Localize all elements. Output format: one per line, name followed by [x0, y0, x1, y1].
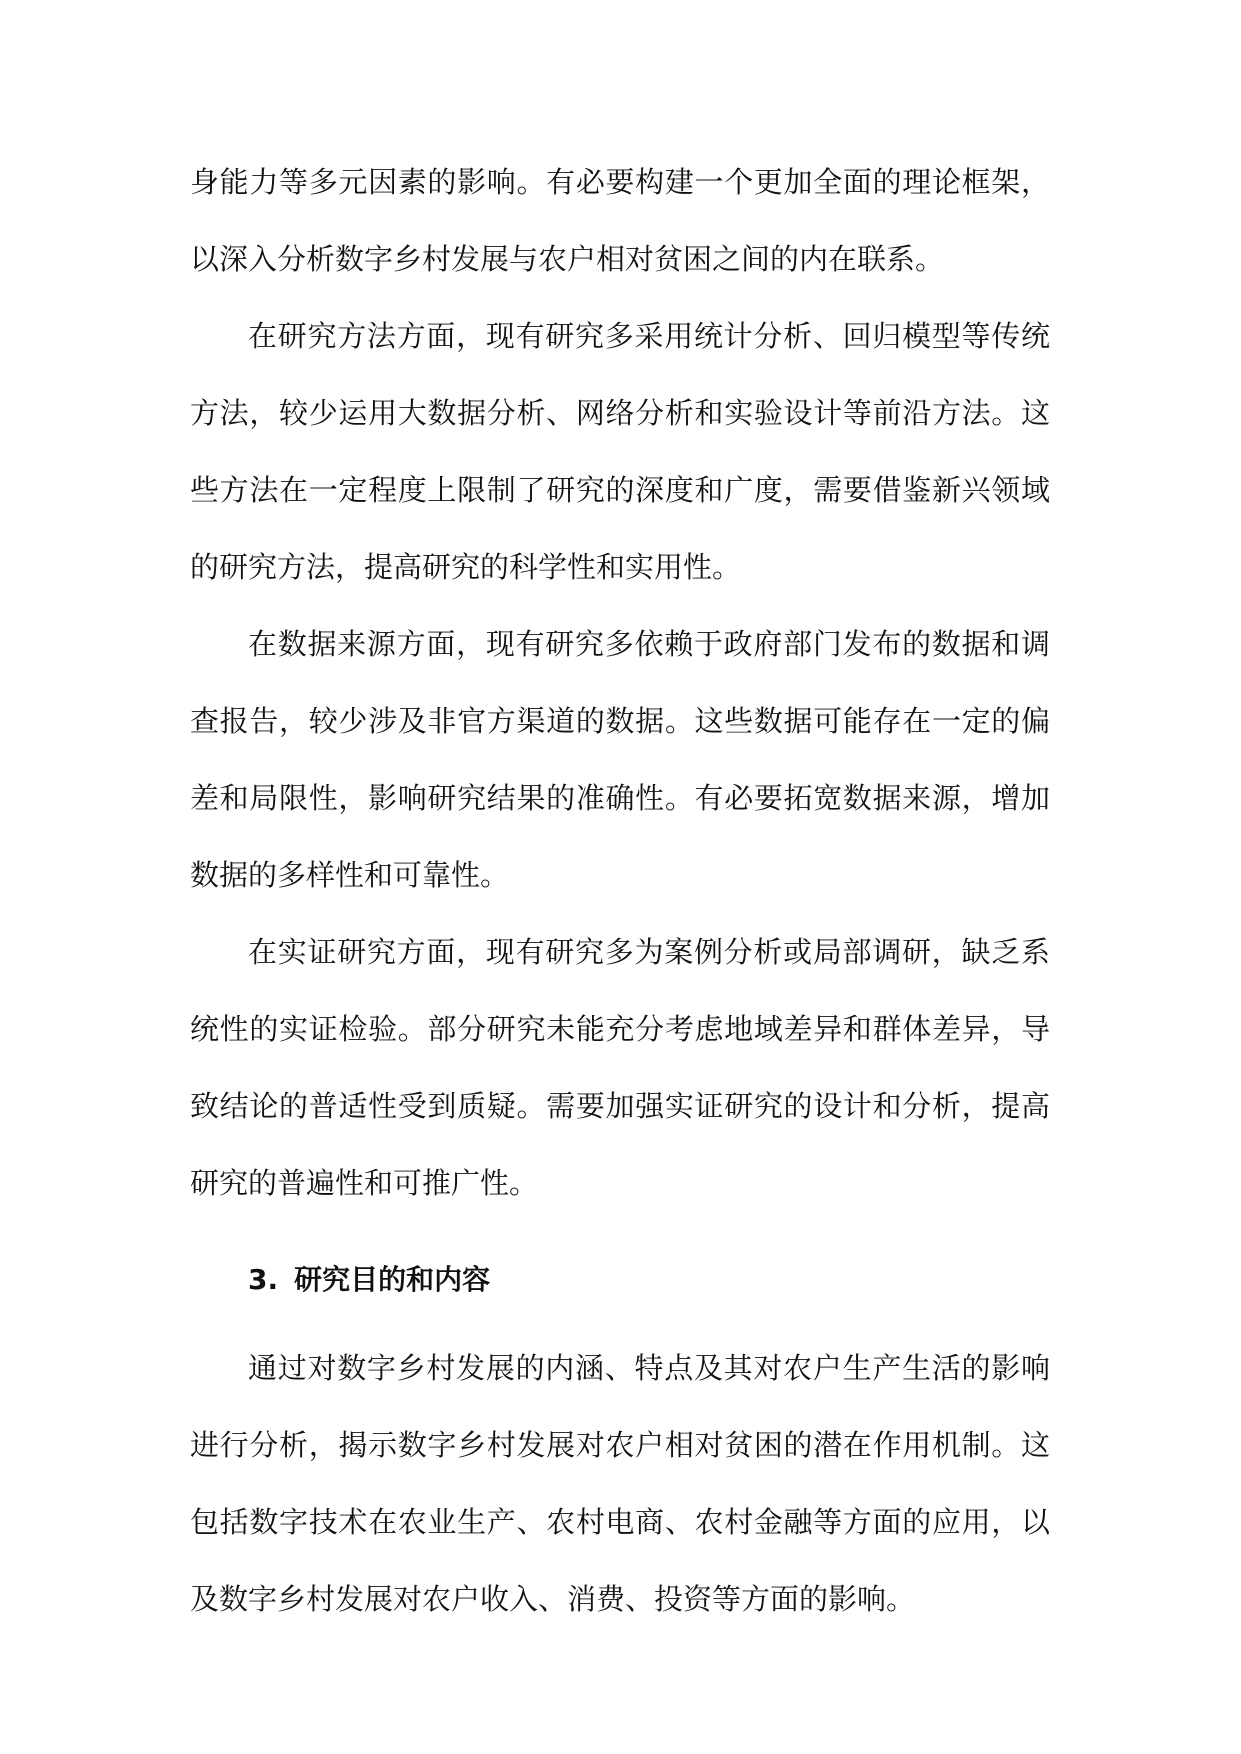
section-title: 研究目的和内容: [294, 1263, 491, 1296]
paragraph-data-sources: 在数据来源方面，现有研究多依赖于政府部门发布的数据和调查报告，较少涉及非官方渠道的数据。这些数据可能存在一定的偏差和局限性，影响研究结果的准确性。有必要拓宽数据来源，增加数据的多样性和可靠性。: [190, 627, 1050, 892]
paragraph-research-methods: 在研究方法方面，现有研究多采用统计分析、回归模型等传统方法，较少运用大数据分析、网络分析和实验设计等前沿方法。这些方法在一定程度上限制了研究的深度和广度，需要借鉴新兴领域的研究方法，提高研究的科学性和实用性。: [190, 319, 1050, 584]
paragraph-research-purpose: 通过对数字乡村发展的内涵、特点及其对农户生产生活的影响进行分析，揭示数字乡村发展对农户相对贫困的潜在作用机制。这包括数字技术在农业生产、农村电商、农村金融等方面的应用，以及数字乡村发展对农户收入、消费、投资等方面的影响。: [190, 1351, 1050, 1616]
section-number: 3.: [248, 1263, 279, 1296]
section-heading: [190, 1230, 1050, 1330]
paragraph-continuation: 身能力等多元因素的影响。有必要构建一个更加全面的理论框架，以深入分析数字乡村发展与农户相对贫困之间的内在联系。: [190, 165, 1050, 276]
body-text: [190, 144, 1050, 1638]
paragraph-empirical-research: 在实证研究方面，现有研究多为案例分析或局部调研，缺乏系统性的实证检验。部分研究未能充分考虑地域差异和群体差异，导致结论的普适性受到质疑。需要加强实证研究的设计和分析，提高研究的普遍性和可推广性。: [190, 935, 1050, 1200]
